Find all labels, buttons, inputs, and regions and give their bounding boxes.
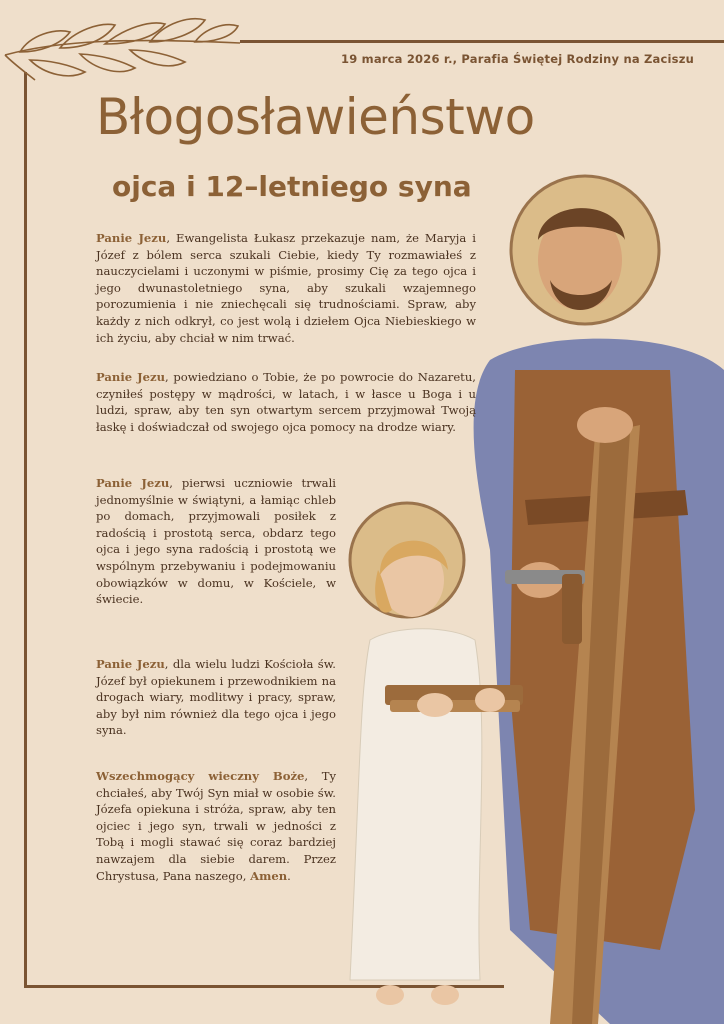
prayer-address: Panie Jezu <box>96 231 167 245</box>
prayer-address: Panie Jezu <box>96 370 166 384</box>
prayer-address: Panie Jezu <box>96 657 165 671</box>
page-subtitle: ojca i 12–letniego syna <box>112 170 472 203</box>
prayer-paragraph-5 <box>96 768 336 884</box>
prayer-text: , Ewangelista Łukasz przekazuje nam, że Maryja i Józef z bólem serca szukali Ciebie, kiedy Ty rozmawiałeś z nauczycielami i uczonymi w piśmie, prosimy Cię za tego ojca i jego dwunastoletniego syna, aby szukali wzajemnego porozumienia i nie zniechęcali się trudnościami. Spraw, aby każdy z nich odkrył, co jest wolą i dziełem Ojca Niebieskiego w ich życiu, aby chciał w nim trwać. <box>96 231 476 345</box>
leaf-ornament-icon <box>0 10 250 90</box>
prayer-paragraph-2 <box>96 369 476 435</box>
prayer-text: , dla wielu ludzi Kościoła św. Józef był opiekunem i przewodnikiem na drogach wiary, modlitwy i pracy, spraw, aby był nim również dla tego ojca i jego syna. <box>96 657 336 738</box>
prayer-paragraph-3 <box>96 475 336 608</box>
prayer-address: Wszechmogący wieczny Boże <box>96 769 305 783</box>
prayer-paragraph-4 <box>96 656 336 739</box>
frame-left-border <box>24 72 27 987</box>
prayer-address: Panie Jezu <box>96 476 170 490</box>
prayer-text: , pierwsi uczniowie trwali jednomyślnie w świątyni, a łamiąc chleb po domach, przyjmowali posiłek z radością i prostotą serca, obdarz tego ojca i jego syna radością i prostotą we wspólnym przebywaniu i podejmowaniu obowiązków w domu, w Kościele, w świecie. <box>96 476 336 607</box>
prayer-text: , Ty chciałeś, aby Twój Syn miał w osobie św. Józefa opiekuna i stróża, spraw, aby ten ojciec i jego syn, trwali w jedności z Tobą i mogli stawać się coraz bardziej nawzajem dla siebie darem. Przez Chrystusa, Pana naszego, <box>96 769 337 883</box>
date-parish-line: 19 marca 2026 r., Parafia Świętej Rodziny na Zaciszu <box>341 52 694 66</box>
amen-punct: . <box>287 868 291 883</box>
amen-closing: Amen <box>250 868 288 883</box>
prayer-paragraph-1 <box>96 230 476 346</box>
page-title: Błogosławieństwo <box>96 88 535 146</box>
prayer-text: , powiedziano o Tobie, że po powrocie do Nazaretu, czyniłeś postępy w mądrości, w latach, i w łasce u Boga i u ludzi, spraw, aby ten syn otwartym sercem przyjmował Twoją łaskę i doświadczał od swojego ojca pomocy na drodze wiary. <box>96 370 476 434</box>
frame-top-border <box>240 40 724 43</box>
